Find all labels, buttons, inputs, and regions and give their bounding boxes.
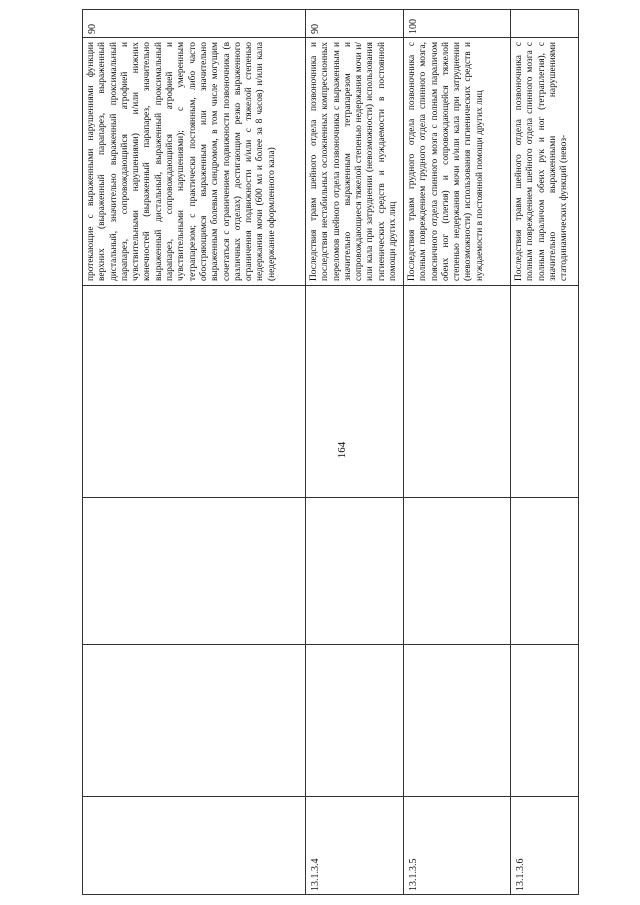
code-cell: 13.1.3.4 xyxy=(306,797,404,895)
percent-cell: 90 xyxy=(306,10,404,38)
empty-cell xyxy=(511,645,579,797)
empty-cell xyxy=(404,498,511,645)
empty-cell xyxy=(404,645,511,797)
empty-cell xyxy=(511,286,579,498)
table-row xyxy=(404,10,511,895)
page-number: 164 xyxy=(336,441,348,459)
empty-cell xyxy=(511,498,579,645)
empty-cell xyxy=(83,498,306,645)
code-cell: 13.1.3.6 xyxy=(511,797,579,895)
table-row xyxy=(511,10,579,895)
code-cell: 13.1.3.5 xyxy=(404,797,511,895)
description-cell: Последствия травм шейного отдела позвоночника и последствия нестабильных осложненных компрессионных переломов шейного отдела позвоночника с выраженным и значительно выраженным тетрапарезом и сопровождающиеся тяжелой степенью недержания мочи и/или кала при затруднении (невозможности) использования гигиенических средств и нуждаемости в постоянной помощи других лиц xyxy=(306,38,404,286)
percent-cell xyxy=(511,10,579,38)
description-cell: Последствия травм грудного отдела позвоночника с полным повреждением грудного отдела спинного мозга, поясничного отдела спинного мозга с полным параличом обеих ног (плегия) и сопровождающейся тяжелой степенью недержания мочи и/или кала при затруднении (невозможности) использования гигиенических средств и нуждаемости в постоянной помощи других лиц xyxy=(404,38,511,286)
percent-cell: 90 xyxy=(83,10,306,38)
empty-cell xyxy=(306,645,404,797)
description-cell: Последствия травм шейного отдела позвоночника с полным повреждением шейного отдела спинного мозга с полным параличом обеих рук и ног (тетраплегия), с значительно выраженными нарушениями статодинамических функций (невоз- xyxy=(511,38,579,286)
empty-cell xyxy=(306,498,404,645)
code-cell xyxy=(83,797,306,895)
percent-cell: 100 xyxy=(404,10,511,38)
table-row xyxy=(83,10,306,895)
rotated-table-area xyxy=(82,10,578,895)
table-row xyxy=(306,10,404,895)
empty-cell xyxy=(404,286,511,498)
empty-cell xyxy=(306,286,404,498)
empty-cell xyxy=(83,286,306,498)
description-cell: протекающие с выраженными нарушениями функции верхних (выраженный парапарез, выраженный дистальный, значительно выраженный проксимальный парапарез, сопровождающийся атрофией и чувствительными нарушениями) и/или нижних конечностей (выраженный парапарез, значительно выраженный дистальный, выраженный проксимальный парапарез, сопровождающийся атрофией и чувствительными нарушениями); с умеренным тетрапарезом; с практически постоянным, либо часто обостряющимся выраженным или значительно выраженным болевым синдромом, в том числе могущим сочетаться с ограничением подвижности позвоночника (в различных отделах) достигающим резко выраженного ограничения подвижности и/или с тяжелой степенью недержания мочи (600 мл и более за 8 часов) и/или кала (недержание оформленного кала) xyxy=(83,38,306,286)
disability-criteria-table xyxy=(82,9,579,895)
empty-cell xyxy=(83,645,306,797)
